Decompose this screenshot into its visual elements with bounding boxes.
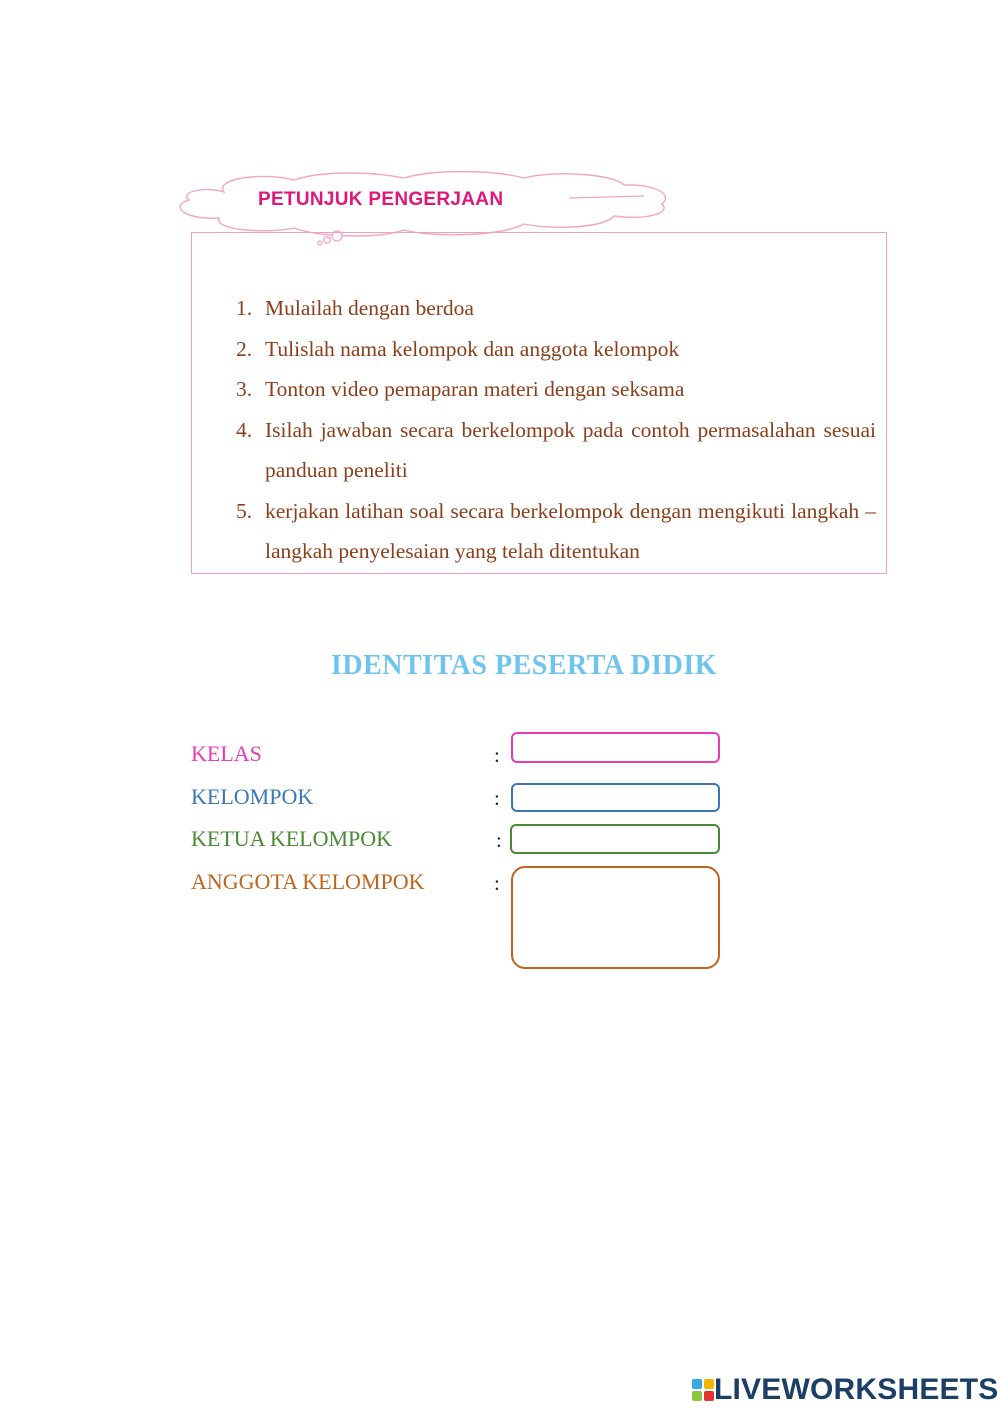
- liveworksheets-logo-text: LIVEWORKSHEETS: [714, 1373, 999, 1406]
- anggota-kelompok-label: ANGGOTA KELOMPOK: [191, 869, 425, 894]
- anggota-kelompok-colon: :: [494, 871, 500, 895]
- kelas-input[interactable]: [511, 732, 720, 763]
- instructions-list: [236, 288, 876, 572]
- instruction-number: 4.: [236, 417, 253, 442]
- kelompok-input[interactable]: [511, 783, 720, 812]
- instruction-item: [236, 369, 876, 410]
- instruction-item: [236, 491, 876, 572]
- instructions-title: PETUNJUK PENGERJAAN: [258, 189, 504, 210]
- kelas-label: KELAS: [191, 741, 262, 766]
- instruction-text: Mulailah dengan berdoa: [265, 296, 474, 320]
- ketua-kelompok-label: KETUA KELOMPOK: [191, 826, 393, 851]
- instruction-item: [236, 410, 876, 491]
- instruction-number: 1.: [236, 296, 253, 320]
- ketua-kelompok-colon: :: [496, 828, 502, 852]
- instruction-text: Isilah jawaban secara berkelompok pada contoh permasalahan sesuai panduan peneliti: [265, 417, 876, 482]
- kelas-colon: :: [494, 743, 500, 767]
- instruction-item: [236, 329, 876, 370]
- instruction-text: kerjakan latihan soal secara berkelompok dengan mengikuti langkah – langkah penyelesaian yang telah ditentukan: [265, 498, 876, 563]
- kelompok-colon: :: [494, 786, 500, 810]
- liveworksheets-logo-icon: [692, 1379, 716, 1403]
- instruction-text: Tulislah nama kelompok dan anggota kelompok: [265, 336, 680, 361]
- instruction-item: [236, 288, 876, 329]
- instruction-number: 3.: [236, 377, 253, 401]
- kelompok-label: KELOMPOK: [191, 784, 314, 809]
- ketua-kelompok-input[interactable]: [510, 824, 720, 854]
- instruction-number: 2.: [236, 336, 253, 361]
- instruction-number: 5.: [236, 498, 253, 523]
- identity-title: IDENTITAS PESERTA DIDIK: [330, 650, 718, 681]
- instruction-text: Tonton video pemaparan materi dengan seksama: [265, 377, 685, 401]
- instructions-box: [191, 232, 887, 574]
- anggota-kelompok-input[interactable]: [511, 866, 720, 969]
